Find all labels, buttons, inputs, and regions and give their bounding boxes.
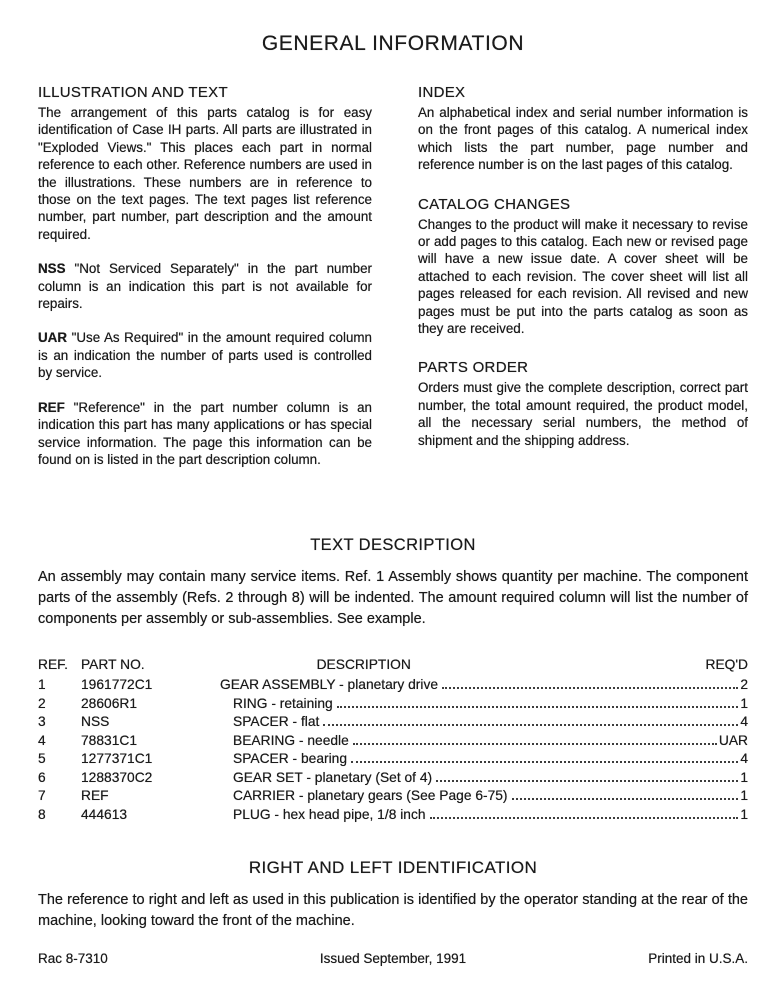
uar-term-definition: "Use As Required" in the amount required column is an indication the number of parts used is controlled by service. — [38, 330, 372, 381]
table-row — [38, 769, 748, 788]
ref-cell: 1 — [38, 677, 46, 692]
part-no-column-header: PART NO. — [81, 657, 145, 672]
text-description-paragraph: An assembly may contain many service items. Ref. 1 Assembly shows quantity per machine. The component parts of the assembly (Refs. 2 through 8) will be indented. The amount required column will list the number of components per assembly or sub-assemblies. See example. — [38, 569, 748, 627]
ref-cell: 4 — [38, 732, 46, 748]
reqd-cell: 1 — [740, 769, 748, 785]
part-no-cell: 28606R1 — [81, 695, 138, 711]
reqd-cell: 1 — [740, 695, 748, 711]
uar-term-label: UAR — [38, 330, 68, 346]
part-no-cell: 78831C1 — [81, 732, 138, 748]
parts-order-section — [418, 359, 748, 449]
nss-term-label: NSS — [38, 261, 66, 277]
reqd-column-header: REQ'D — [705, 657, 748, 672]
footer-issue-date: Issued September, 1991 — [319, 951, 467, 966]
illustration-and-text-section — [38, 84, 372, 468]
ref-cell: 6 — [38, 769, 46, 785]
description-column-header: DESCRIPTION — [316, 657, 411, 672]
table-row — [38, 695, 748, 714]
part-no-cell: REF — [81, 788, 109, 803]
reqd-cell: 4 — [740, 714, 748, 729]
table-header-row — [38, 656, 748, 674]
index-paragraph: An alphabetical index and serial number information is on the front pages of this catalog. A numerical index which lists the part number, page number and reference number is on the last pages of this catalog. — [418, 105, 748, 173]
ref-cell: 7 — [38, 788, 46, 803]
part-no-cell: 444613 — [81, 806, 128, 822]
part-no-cell: NSS — [81, 714, 110, 729]
leader-dots — [323, 724, 738, 726]
table-row — [38, 732, 748, 751]
catalog-changes-paragraph: Changes to the product will make it necessary to revise or add pages to this catalog. Each new or revised page will have a new issue date. A cover sheet will be attached to each revision. The cover sheet will list all pages released for each revision. All revised and new pages must be put into the parts catalog as soon as they are received. — [418, 216, 748, 337]
reqd-cell: UAR — [718, 732, 748, 748]
illustration-and-text-heading: ILLUSTRATION AND TEXT — [38, 84, 228, 101]
text-description-heading: TEXT DESCRIPTION — [310, 536, 476, 554]
footer-printed-in: Printed in U.S.A. — [648, 951, 748, 966]
illustration-intro-paragraph: The arrangement of this parts catalog is for easy identification of Case IH parts. All parts are illustrated in "Exploded Views." This places each part in normal reference to each other. Reference numbers are used in the illustrations. These numbers are in reference to those on the text pages. The text pages list reference number, part number, part description and the amount required. — [38, 105, 372, 242]
catalog-changes-heading: CATALOG CHANGES — [418, 195, 571, 213]
description-cell: CARRIER - planetary gears (See Page 6-75) — [233, 788, 508, 803]
part-no-cell: 1288370C2 — [81, 769, 153, 785]
reqd-cell: 1 — [740, 788, 748, 803]
ref-cell: 8 — [38, 806, 46, 822]
ref-term-definition: "Reference" in the part number column is an indication this part has many applications or has special service information. The page this information can be found on is listed in the part description column. — [38, 399, 372, 467]
description-cell: PLUG - hex head pipe, 1/8 inch — [233, 806, 426, 822]
ref-term-label: REF — [38, 399, 65, 415]
reqd-cell: 4 — [740, 751, 748, 766]
description-cell: SPACER - flat — [233, 714, 320, 729]
right-left-identification-heading: RIGHT AND LEFT IDENTIFICATION — [248, 858, 538, 877]
right-column — [418, 84, 748, 449]
page-footer — [38, 951, 748, 966]
example-parts-table — [38, 656, 748, 824]
right-left-identification-paragraph: The reference to right and left as used in this publication is identified by the operator standing at the rear of the machine, looking toward the front of the machine. — [38, 892, 748, 929]
ref-term-paragraph — [38, 399, 372, 469]
description-cell: RING - retaining — [233, 695, 333, 711]
uar-term-paragraph — [38, 329, 372, 381]
table-row — [38, 750, 748, 769]
leader-dots — [351, 761, 738, 763]
leader-dots — [430, 817, 739, 819]
reqd-cell: 1 — [740, 806, 748, 822]
part-no-cell: 1961772C1 — [81, 677, 153, 692]
parts-order-heading: PARTS ORDER — [418, 359, 529, 377]
table-row — [38, 787, 748, 806]
description-cell: SPACER - bearing — [233, 751, 347, 766]
table-row — [38, 676, 748, 695]
index-heading: INDEX — [418, 84, 466, 101]
ref-column-header: REF. — [38, 657, 68, 672]
page-title: GENERAL INFORMATION — [261, 32, 525, 55]
leader-dots — [337, 706, 739, 708]
ref-cell: 2 — [38, 695, 46, 711]
ref-cell: 3 — [38, 714, 46, 729]
table-row — [38, 806, 748, 825]
reqd-cell: 2 — [740, 677, 748, 692]
leader-dots — [353, 743, 717, 745]
parts-order-paragraph: Orders must give the complete description, correct part number, the total amount required, the product model, all the necessary serial numbers, the method of shipment and the shipping address. — [418, 380, 748, 448]
leader-dots — [512, 798, 739, 800]
catalog-changes-section — [418, 196, 748, 338]
description-cell: GEAR ASSEMBLY - planetary drive — [220, 677, 439, 692]
leader-dots — [442, 687, 738, 689]
two-column-section — [38, 84, 748, 508]
table-row — [38, 713, 748, 732]
description-cell: BEARING - needle — [233, 732, 349, 748]
leader-dots — [436, 780, 738, 782]
nss-term-definition: "Not Serviced Separately" in the part number column is an indication this part is not available for repairs. — [38, 261, 372, 312]
nss-term-paragraph — [38, 260, 372, 312]
part-no-cell: 1277371C1 — [81, 751, 153, 766]
ref-cell: 5 — [38, 751, 46, 766]
footer-form-number: Rac 8-7310 — [38, 951, 108, 966]
index-section — [418, 84, 748, 174]
description-cell: GEAR SET - planetary (Set of 4) — [233, 769, 433, 785]
